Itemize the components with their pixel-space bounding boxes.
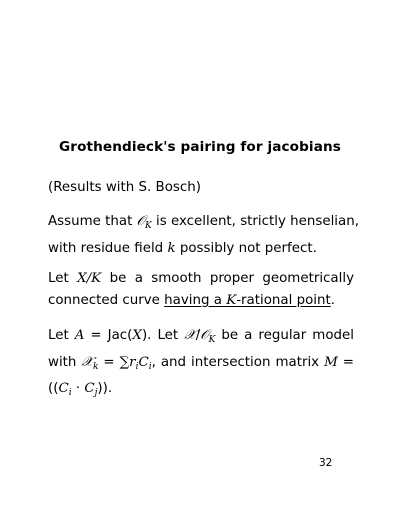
rational-point-underlined: having a K-rational point: [164, 292, 331, 308]
assumption-paragraph: [48, 211, 359, 259]
curve-line-1: Let X/K be a smooth proper geometrically: [48, 271, 354, 286]
curve-line-2: connected curve having a K-rational point.: [48, 292, 336, 308]
model-paragraph: [48, 325, 354, 405]
page-number: 32: [319, 457, 333, 469]
results-credit: (Results with S. Bosch): [48, 180, 201, 195]
curve-paragraph: [48, 268, 354, 311]
model-line-1: Let A = Jac(X). Let 𝒳/𝒪$_K$ be a regular model: [48, 328, 354, 345]
ring-symbol: 𝒪: [136, 214, 146, 229]
slide-title: Grothendieck's pairing for jacobians: [59, 139, 341, 155]
model-line-2: with 𝒳$_k$ = $\sum r_iC_i$, and intersection matrix M =: [48, 354, 355, 372]
model-line-3: $((C_i \cdot C_j))$.: [48, 381, 113, 398]
assumption-line-2: with residue field k possibly not perfect.: [48, 240, 317, 256]
assumption-line-1: Assume that 𝒪$_K$ is excellent, strictly henselian,: [48, 214, 359, 231]
